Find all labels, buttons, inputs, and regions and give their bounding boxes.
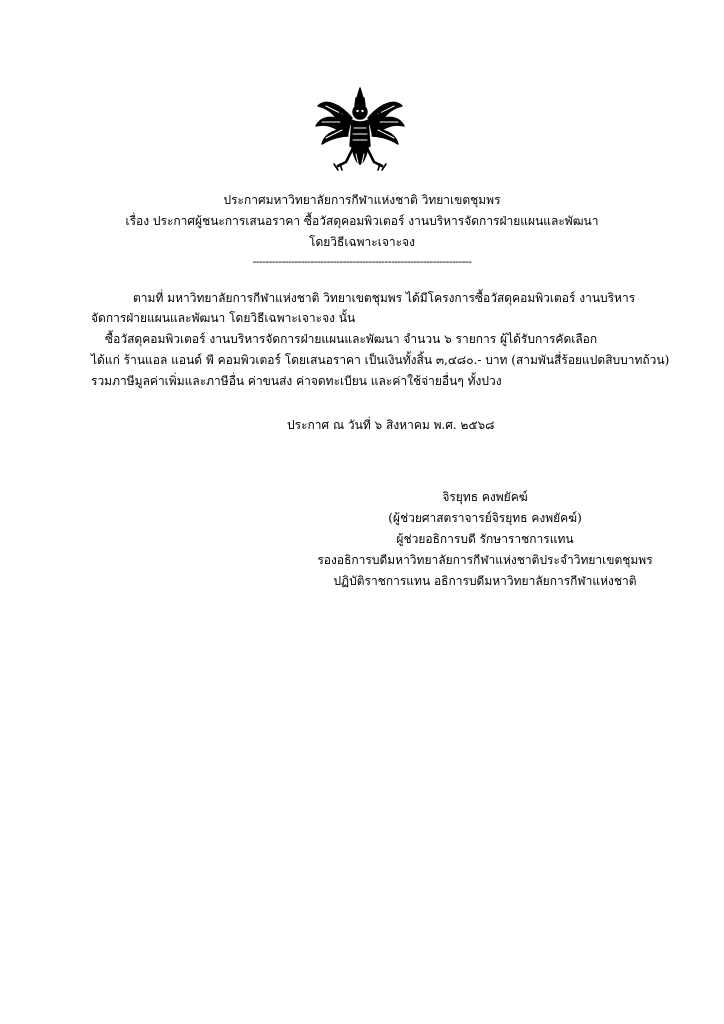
announcement-title: ประกาศมหาวิทยาลัยการกีฬาแห่งชาติ วิทยาเขตชุมพร: [223, 193, 501, 207]
signer-name: จิรยุทธ คงพยัคฆ์: [442, 490, 528, 504]
paragraph-1-line-2: จัดการฝ่ายแผนและพัฒนา โดยวิธีเฉพาะเจาะจง นั้น: [91, 311, 356, 325]
signer-position-1: ผู้ช่วยอธิการบดี รักษาราชการแทน: [396, 532, 574, 546]
announcement-method: โดยวิธีเฉพาะเจาะจง: [309, 235, 415, 249]
announcement-subject: เรื่อง ประกาศผู้ชนะการเสนอราคา ซื้อวัสดุคอมพิวเตอร์ งานบริหารจัดการฝ่ายแผนและพัฒนา: [125, 214, 599, 228]
garuda-emblem-icon: [312, 84, 408, 188]
paragraph-2-line-1: ซื้อวัสดุคอมพิวเตอร์ งานบริหารจัดการฝ่ายแผนและพัฒนา จำนวน ๖ รายการ ผู้ได้รับการคัดเลือก: [105, 332, 598, 346]
paragraph-1-line-1: ตามที่ มหาวิทยาลัยการกีฬาแห่งชาติ วิทยาเขตชุมพร ได้มีโครงการซื้อวัสดุคอมพิวเตอร์ งานบริหาร: [133, 291, 636, 305]
signer-position-3: ปฏิบัติราชการแทน อธิการบดีมหาวิทยาลัยการกีฬาแห่งชาติ: [333, 574, 637, 588]
paragraph-2-line-2: ได้แก่ ร้านแอล แอนด์ พี คอมพิวเตอร์ โดยเสนอราคา เป็นเงินทั้งสิ้น ๓,๔๘๐.- บาท (สามพันสี่ร้อยแปดสิบบาทถ้วน): [91, 353, 670, 367]
announcement-date: ประกาศ ณ วันที่ ๖ สิงหาคม พ.ศ. ๒๕๖๘: [287, 418, 495, 432]
paragraph-2-line-3: รวมภาษีมูลค่าเพิ่มและภาษีอื่น ค่าขนส่ง ค่าจดทะเบียน และค่าใช้จ่ายอื่นๆ ทั้งปวง: [91, 374, 502, 388]
signer-position-2: รองอธิการบดีมหาวิทยาลัยการกีฬาแห่งชาติประจำวิทยาเขตชุมพร: [317, 553, 653, 567]
separator-line: --------------------------------------------------------------------: [252, 255, 472, 268]
signer-full-name: (ผู้ช่วยศาสตราจารย์จิรยุทธ คงพยัคฆ์): [388, 511, 582, 525]
